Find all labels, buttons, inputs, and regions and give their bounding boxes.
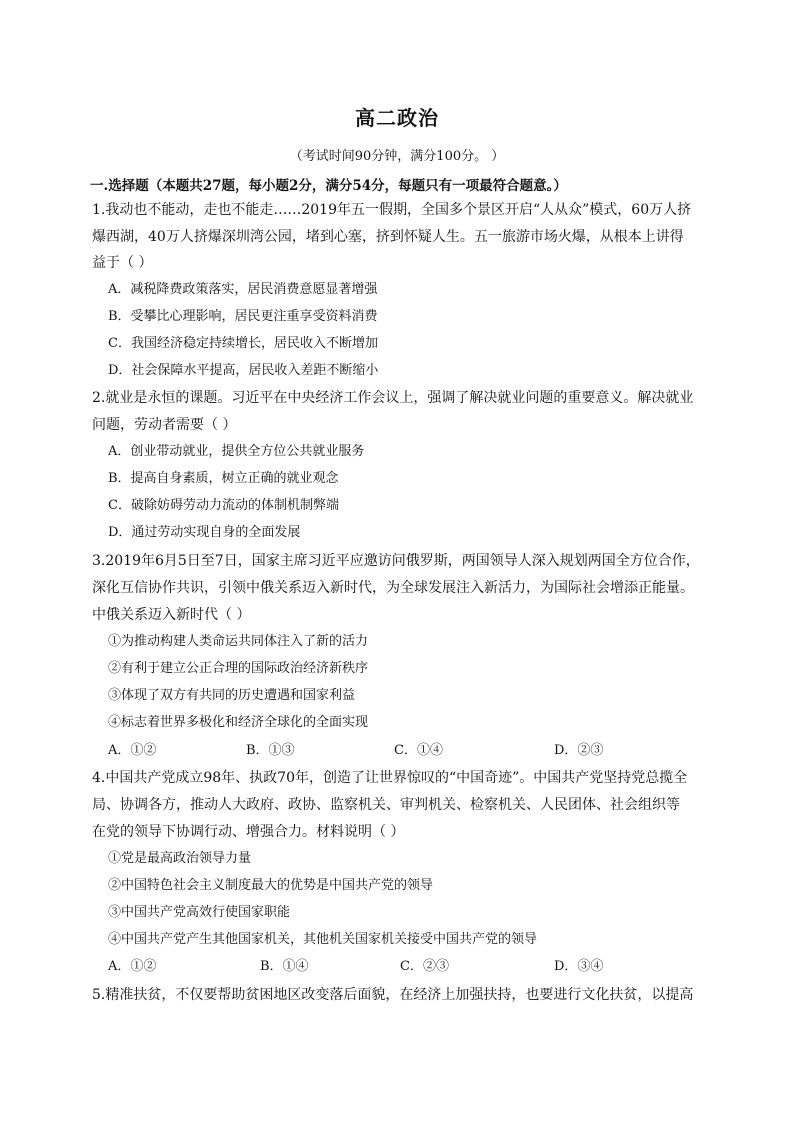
exam-instructions: （考试时间90分钟，满分100分。 ）: [289, 149, 505, 164]
question-text-line: 在党的领导下协调行动、增强合力。材料说明（ ）: [92, 824, 405, 840]
section-heading: 一.选择题（本题共27题，每小题2分，满分54分，每题只有一项最符合题意。）: [90, 178, 567, 194]
option-c: C．我国经济稳定持续增长，居民收入不断增加: [108, 336, 378, 351]
option-a: A．创业带动就业，提供全方位公共就业服务: [108, 444, 365, 459]
question-text-line: 局、协调各方，推动人大政府、政协、监察机关、审判机关、检察机关、人民团体、社会组织等: [92, 797, 680, 813]
statement-1: ①党是最高政治领导力量: [108, 851, 252, 866]
choice-b: B．①④: [260, 959, 309, 974]
choice-b: B．①③: [246, 743, 295, 758]
statement-4: ④中国共产党产生其他国家机关，其他机关国家机关接受中国共产党的领导: [108, 932, 538, 947]
statement-3: ③体现了双方有共同的历史遭遇和国家利益: [108, 688, 356, 703]
page-title: 高二政治: [355, 106, 439, 130]
option-a: A．减税降费政策落实，居民消费意愿显著增强: [108, 282, 378, 297]
choice-c: C．①④: [394, 743, 443, 758]
question-text-line: 2.就业是永恒的课题。习近平在中央经济工作会议上，强调了解决就业问题的重要意义。解决就业: [92, 390, 694, 406]
option-d: D．通过劳动实现自身的全面发展: [108, 525, 301, 540]
option-b: B．提高自身素质，树立正确的就业观念: [108, 471, 339, 486]
statement-4: ④标志着世界多极化和经济全球化的全面实现: [108, 715, 369, 730]
question-text-line: 4.中国共产党成立98年、执政70年，创造了让世界惊叹的“中国奇迹”。中国共产党坚持党总揽全: [92, 770, 688, 786]
question-text-line: 益于（ ）: [92, 255, 153, 271]
option-c: C．破除妨碍劳动力流动的体制机制弊端: [108, 498, 339, 513]
question-text-line: 3.2019年6月5日至7日，国家主席习近平应邀访问俄罗斯，两国领导人深入规划两国全方位合作，: [92, 553, 700, 569]
choice-a: A．①②: [108, 743, 157, 758]
question-text-line: 深化互信协作共识，引领中俄关系迈入新时代，为全球发展注入新活力，为国际社会增添正能量。: [92, 580, 694, 596]
statement-2: ②有利于建立公正合理的国际政治经济新秩序: [108, 661, 369, 676]
choice-d: D．②③: [554, 743, 604, 758]
question-text-line: 中俄关系迈入新时代（ ）: [92, 607, 251, 623]
statement-3: ③中国共产党高效行使国家职能: [108, 905, 291, 920]
question-text-line: 爆西湖，40万人挤爆深圳湾公园，堵到心塞，挤到怀疑人生。五一旅游市场火爆，从根本上讲得: [92, 229, 684, 245]
question-text-line: 问题，劳动者需要（ ）: [92, 417, 237, 433]
choice-d: D．③④: [554, 959, 604, 974]
question-text-line: 1.我动也不能动，走也不能走……2019年五一假期，全国多个景区开启“人从众”模式，60万人挤: [92, 202, 692, 218]
choice-c: C．②③: [400, 959, 449, 974]
option-d: D．社会保障水平提高，居民收入差距不断缩小: [108, 363, 379, 378]
question-text-line: 5.精准扶贫，不仅要帮助贫困地区改变落后面貌，在经济上加强扶持，也要进行文化扶贫，以提高: [92, 987, 694, 1003]
statement-1: ①为推动构建人类命运共同体注入了新的活力: [108, 634, 369, 649]
option-b: B．受攀比心理影响，居民更注重享受资料消费: [108, 309, 378, 324]
choice-a: A．①②: [108, 959, 157, 974]
statement-2: ②中国特色社会主义制度最大的优势是中国共产党的领导: [108, 878, 434, 893]
